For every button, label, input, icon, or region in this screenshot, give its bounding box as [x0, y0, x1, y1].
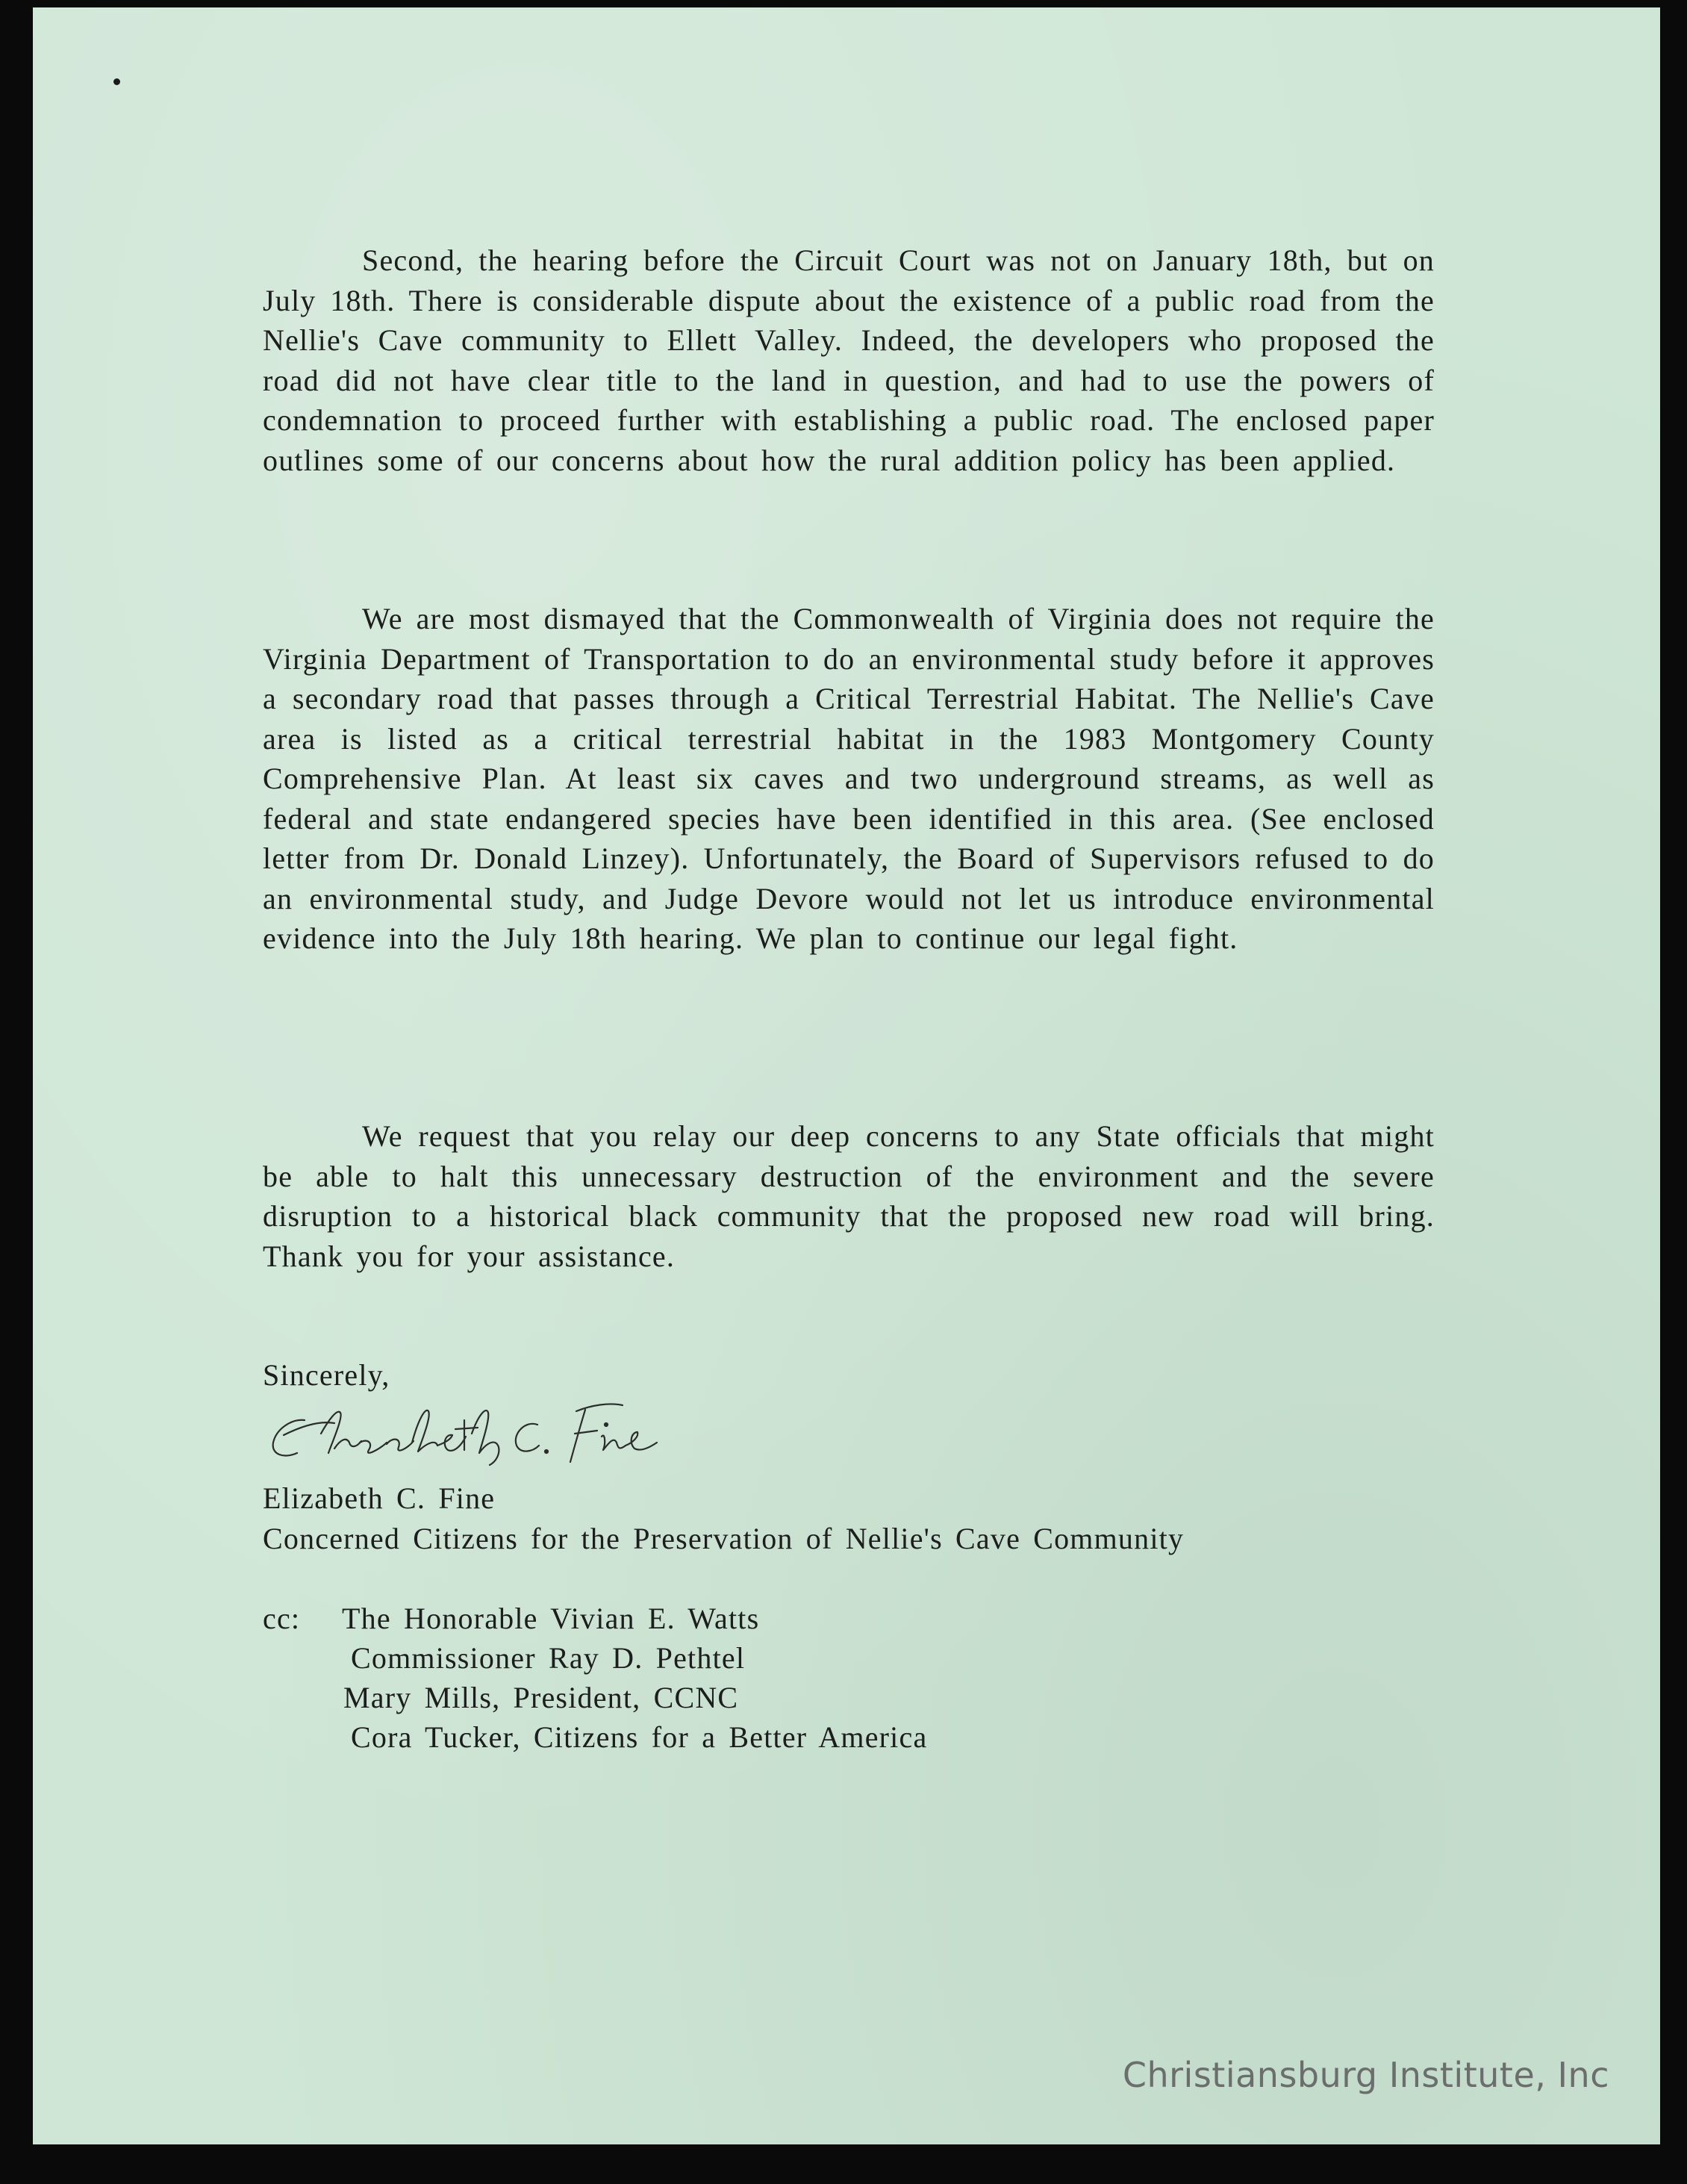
- paragraph-2: [263, 599, 1435, 959]
- paragraph-1-text: Second, the hearing before the Circuit Court was not on January 18th, but on July 18th. There is considerable dispute about the existence of a public road from the Nellie's Cave community to Ellett Valley. Indeed, the developers who proposed the road did not have clear title to the land in question, and had to use the powers of condemnation to proceed further with establishing a public road. The enclosed paper outlines some of our concerns about how the rural addition policy has been applied.: [263, 243, 1435, 477]
- cc-recipient: Cora Tucker, Citizens for a Better America: [351, 1720, 928, 1754]
- cc-recipient: Mary Mills, President, CCNC: [343, 1681, 739, 1714]
- signer-name: Elizabeth C. Fine: [263, 1481, 496, 1515]
- paragraph-2-text: We are most dismayed that the Commonwealth of Virginia does not require the Virginia Department of Transportation to do an environmental study before it approves a secondary road that passes through a Critical Terrestrial Habitat. The Nellie's Cave area is listed as a critical terrestrial habitat in the 1983 Montgomery County Comprehensive Plan. At least six caves and two underground streams, as well as federal and state endangered species have been identified in this area. (See enclosed letter from Dr. Donald Linzey). Unfortunately, the Board of Supervisors refused to do an environmental study, and Judge Devore would not let us introduce environmental evidence into the July 18th hearing. We plan to continue our legal fight.: [263, 602, 1435, 955]
- cc-line-2: [263, 1638, 927, 1678]
- cc-recipient: The Honorable Vivian E. Watts: [342, 1602, 760, 1635]
- cc-line-3: [263, 1678, 927, 1717]
- cc-label: cc:: [263, 1602, 301, 1635]
- handwritten-signature: [269, 1390, 672, 1472]
- signature-block: [263, 1478, 1184, 1559]
- closing: Sincerely,: [263, 1358, 390, 1392]
- cc-line-4: [263, 1717, 927, 1757]
- cc-line-1: [263, 1599, 927, 1638]
- paragraph-3-text: We request that you relay our deep concerns to any State officials that might be able to halt this unnecessary destruction of the environment and the severe disruption to a historical black community that the proposed new road will bring. Thank you for your assistance.: [263, 1119, 1435, 1273]
- cc-list: [263, 1599, 927, 1757]
- paragraph-1: [263, 240, 1435, 480]
- watermark: Christiansburg Institute, Inc: [1122, 2055, 1609, 2095]
- cc-recipient: Commissioner Ray D. Pethtel: [351, 1641, 746, 1675]
- signer-organization: Concerned Citizens for the Preservation of Nellie's Cave Community: [263, 1522, 1185, 1555]
- paper-speck: [113, 78, 120, 85]
- paragraph-3: [263, 1116, 1435, 1276]
